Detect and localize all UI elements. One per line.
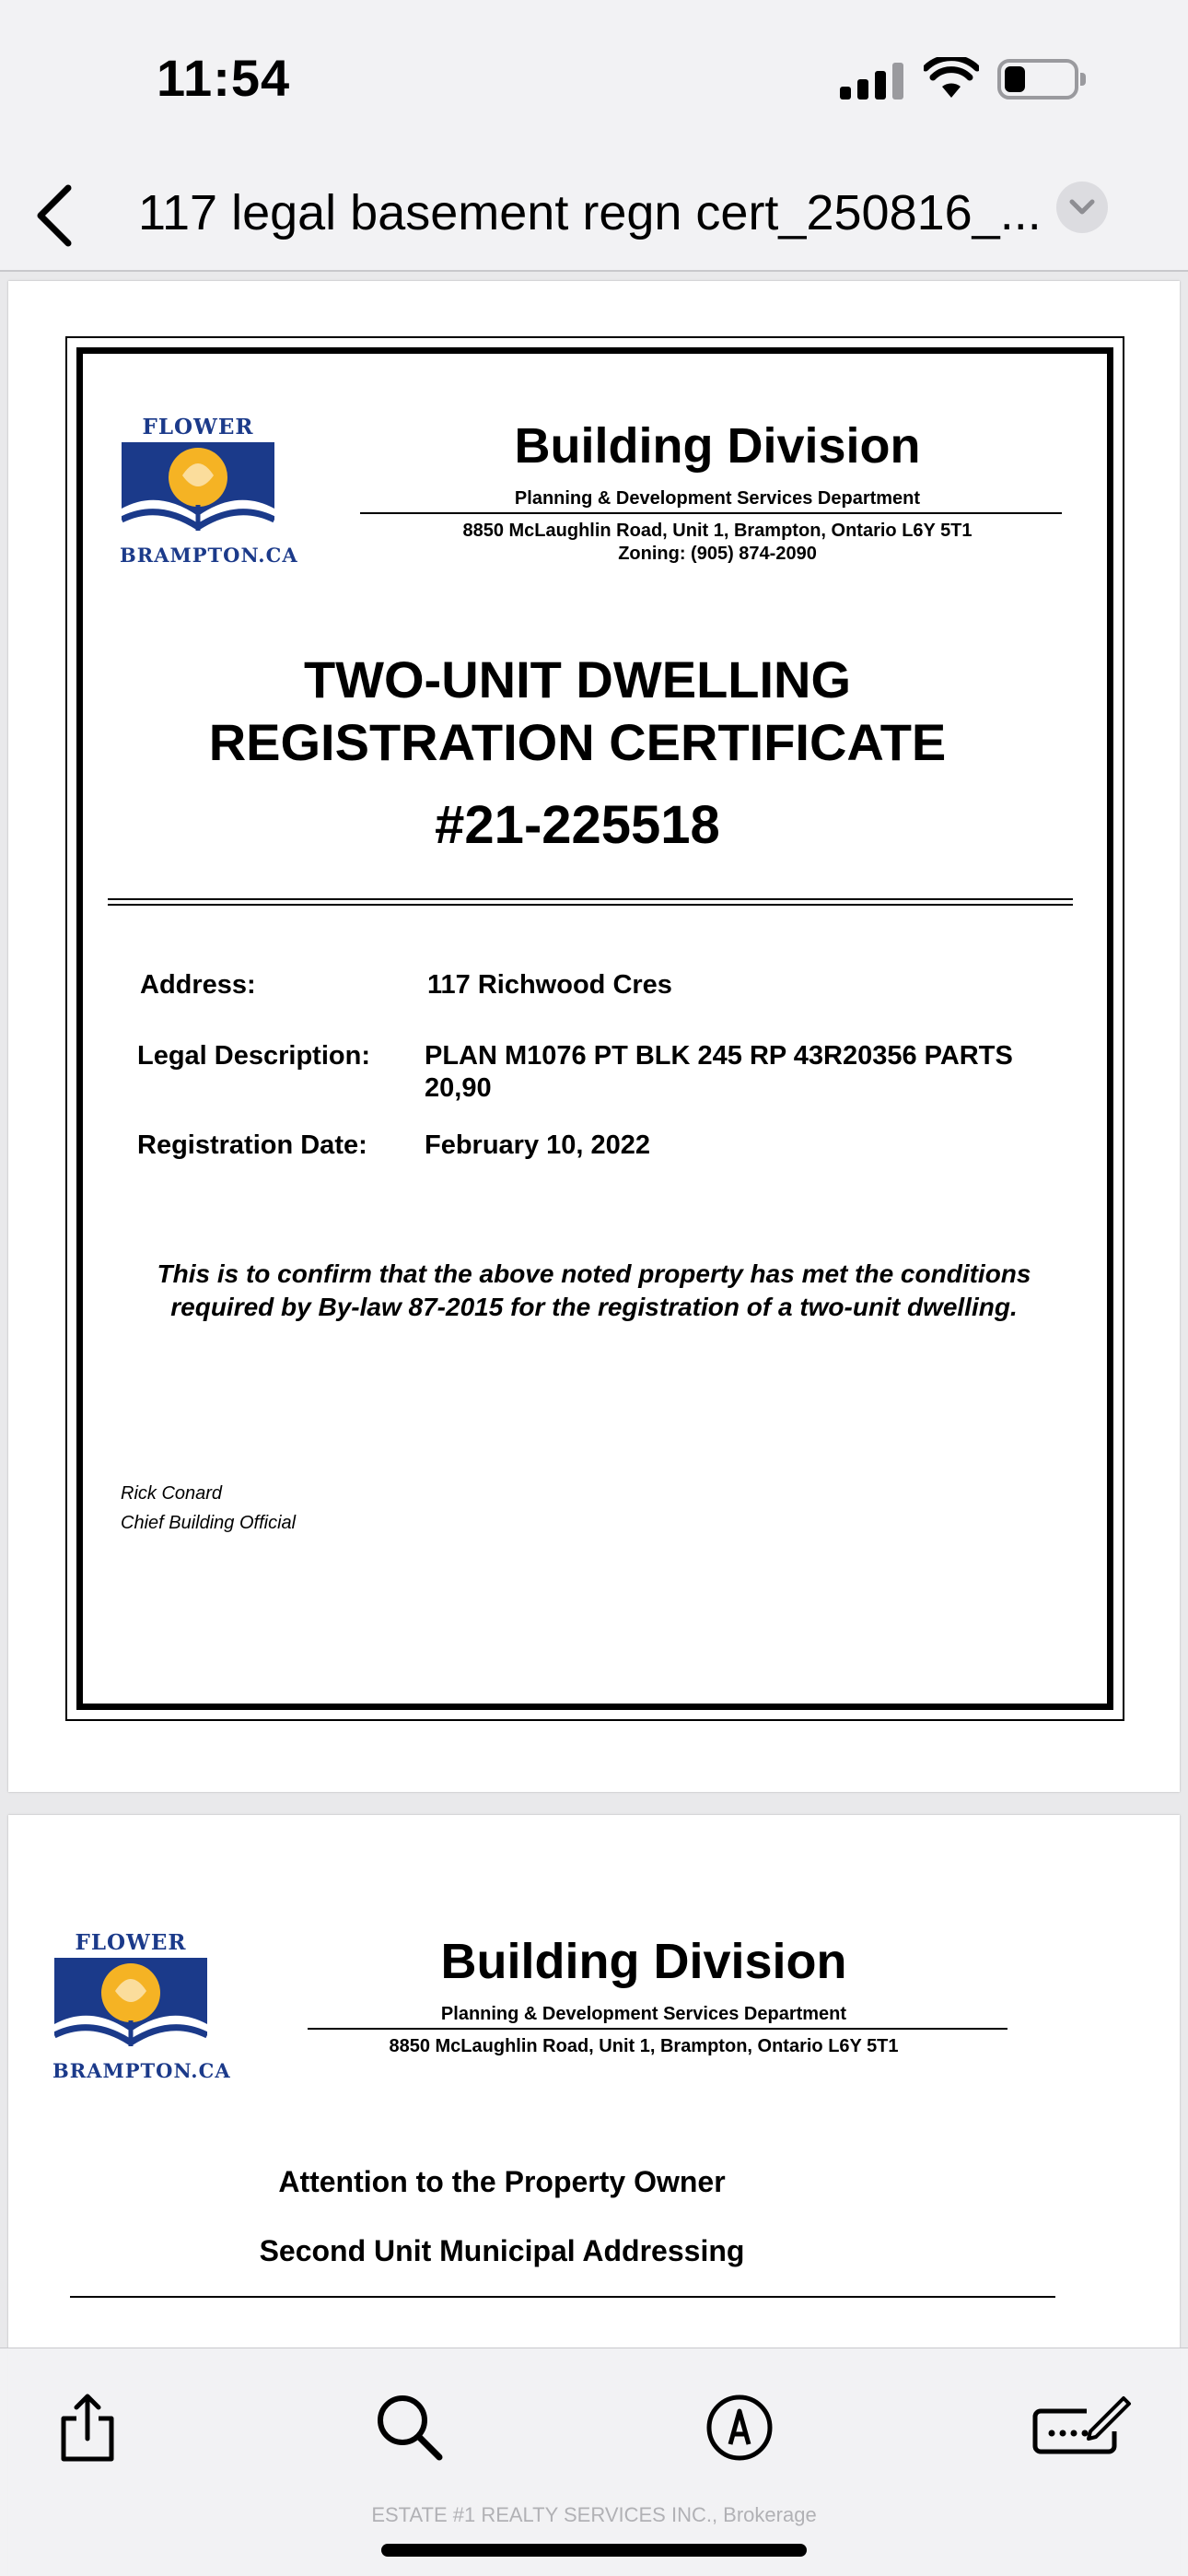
registration-date-label: Registration Date:: [137, 1130, 367, 1160]
battery-icon: [997, 59, 1078, 100]
department-name: Planning & Development Services Department: [514, 488, 921, 509]
certificate-title-line1: TWO-UNIT DWELLING: [303, 650, 852, 708]
legal-description-value: PLAN M1076 PT BLK 245 RP 43R20356 PARTS: [425, 1041, 1013, 1071]
legal-description-label: Legal Description:: [137, 1041, 370, 1071]
status-bar: [0, 0, 1188, 147]
search-icon[interactable]: [373, 2391, 447, 2465]
division-title: Building Division: [440, 1934, 847, 1989]
department-name: Planning & Development Services Department: [440, 2004, 847, 2024]
certificate-number: #21-225518: [435, 795, 720, 855]
logo-text-top: FLOWER: [75, 1930, 187, 1955]
document-title: 117 legal basement regn cert_250816_...: [138, 185, 1042, 240]
share-icon[interactable]: [51, 2391, 124, 2465]
confirmation-line2: required by By-law 87-2015 for the registration of a two-unit dwelling.: [170, 1293, 1018, 1321]
legal-description-value-cont: 20,90: [425, 1073, 492, 1103]
department-address: 8850 McLaughlin Road, Unit 1, Brampton, Ontario L6Y 5T1: [389, 2036, 899, 2056]
home-indicator[interactable]: [381, 2544, 807, 2557]
logo-text-bottom: BRAMPTON.CA: [120, 544, 298, 567]
address-value: 117 Richwood Cres: [427, 970, 672, 1000]
navigation-bar: [0, 147, 1188, 272]
certificate-title-line2: REGISTRATION CERTIFICATE: [208, 713, 947, 771]
brampton-logo: [120, 415, 298, 571]
header-divider: [360, 512, 1062, 514]
status-time: 11:54: [157, 49, 291, 107]
logo-text-top: FLOWER: [142, 415, 254, 439]
registration-date-value: February 10, 2022: [425, 1130, 651, 1160]
title-divider-bottom: [108, 904, 1073, 906]
notice-subheading: Second Unit Municipal Addressing: [259, 2234, 745, 2267]
brampton-logo: [52, 1930, 231, 2087]
wifi-icon: [924, 57, 979, 100]
address-label: Address:: [140, 970, 256, 1000]
zoning-phone: Zoning: (905) 874-2090: [618, 544, 817, 564]
cellular-signal-icon: [840, 61, 904, 100]
division-title: Building Division: [514, 418, 921, 474]
watermark-text: ESTATE #1 REALTY SERVICES INC., Brokerage: [371, 2503, 817, 2526]
confirmation-statement: [82, 1258, 1106, 1324]
document-page-1: [8, 281, 1180, 1792]
title-menu-chevron-icon[interactable]: [1056, 181, 1108, 233]
markup-icon[interactable]: [703, 2391, 776, 2465]
back-chevron-icon[interactable]: [28, 181, 83, 251]
logo-text-bottom: BRAMPTON.CA: [52, 2059, 231, 2082]
title-divider-top: [108, 898, 1073, 900]
bottom-toolbar: [0, 2348, 1188, 2576]
header-divider: [308, 2028, 1007, 2030]
confirmation-line1: This is to confirm that the above noted property has met the conditions: [157, 1259, 1031, 1288]
signer-name: Rick Conard: [121, 1483, 223, 1504]
signature-icon[interactable]: [1031, 2391, 1133, 2465]
department-address: 8850 McLaughlin Road, Unit 1, Brampton, Ontario L6Y 5T1: [462, 521, 973, 541]
heading-divider: [70, 2296, 1055, 2298]
notice-heading: Attention to the Property Owner: [278, 2165, 726, 2198]
signer-title: Chief Building Official: [121, 1513, 297, 1533]
